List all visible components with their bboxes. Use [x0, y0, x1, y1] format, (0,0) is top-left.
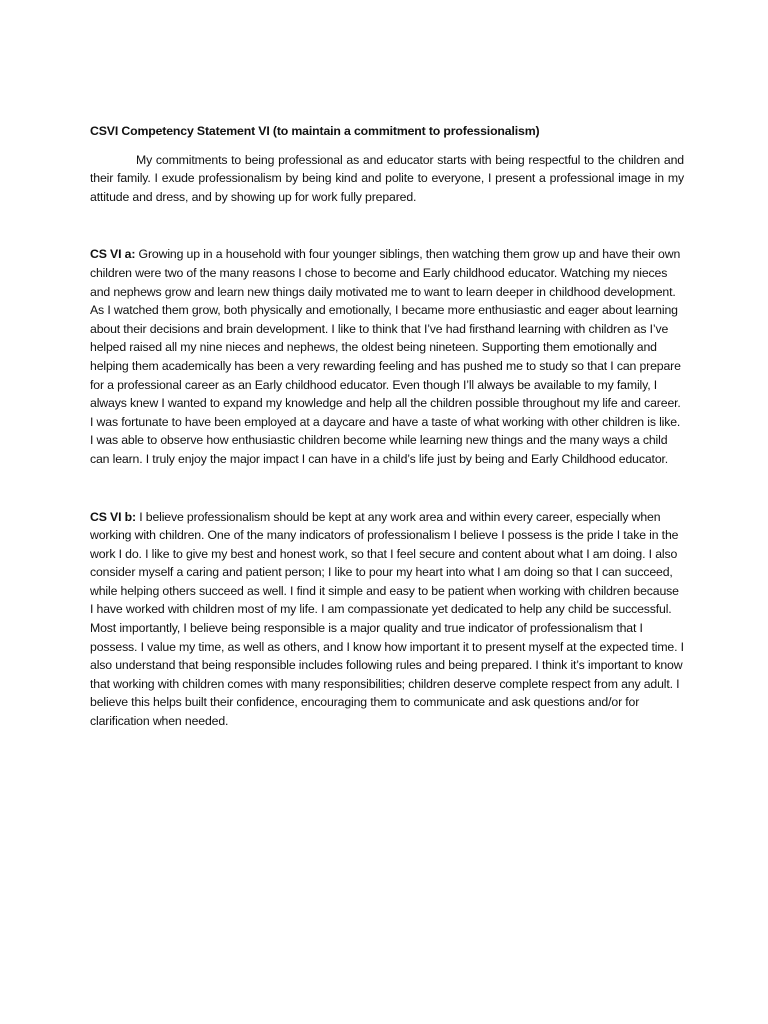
section-b-paragraph: [90, 508, 684, 731]
section-b-text: I believe professionalism should be kept at any work area and within every career, especially when working with children. One of the many indicators of professionalism I believe I possess is the pride I take in the work I do. I like to give my best and honest work, so that I feel secure and content about what I am doing. I also consider myself a caring and patient person; I like to pour my heart into what I am doing so that I can succeed, while helping others succeed as well. I find it simple and easy to be patient when working with children because I have worked with children most of my life. I am compassionate yet dedicated to help any child be successful. Most importantly, I believe being responsible is a major quality and true indicator of professionalism that I possess. I value my time, as well as others, and I know how important it to present myself at the expected time. I also understand that being responsible includes following rules and being prepared. I think it’s important to know that working with children comes with many responsibilities; children deserve complete respect from any adult. I believe this helps built their confidence, encouraging them to communicate and ask questions and/or for clarification when needed.: [90, 509, 684, 729]
section-b-label: CS VI b:: [90, 509, 136, 524]
document-title: CSVI Competency Statement VI (to maintain a commitment to professionalism): [90, 124, 540, 138]
document-body: [90, 122, 684, 731]
section-a-paragraph: [90, 245, 684, 468]
section-a-text: Growing up in a household with four younger siblings, then watching them grow up and have their own children were two of the many reasons I chose to become and Early childhood educator. Watching my nieces and nephews grow and learn new things daily motivated me to want to learn deeper in childhood development. As I watched them grow, both physically and emotionally, I became more enthusiastic and eager about learning about their decisions and brain development. I like to think that I’ve had firsthand learning with children as I’ve helped raised all my nine nieces and nephews, the oldest being nineteen. Supporting them emotionally and helping them academically has been a very rewarding feeling and has pushed me to study so that I can prepare for a professional career as an Early childhood educator. Even though I’ll always be available to my family, I always knew I wanted to expand my knowledge and help all the children possible throughout my life and career. I was fortunate to have been employed at a daycare and have a taste of what working with other children is like. I was able to observe how enthusiastic children become while learning new things and the many ways a child can learn. I truly enjoy the major impact I can have in a child’s life just by being and Early Childhood educator.: [90, 247, 681, 466]
intro-paragraph: My commitments to being professional as and educator starts with being respectful to the children and their family. I exude professionalism by being kind and polite to everyone, I present a professional image in my attitude and dress, and by showing up for work fully prepared.: [90, 152, 684, 204]
section-a-label: CS VI a:: [90, 247, 136, 262]
